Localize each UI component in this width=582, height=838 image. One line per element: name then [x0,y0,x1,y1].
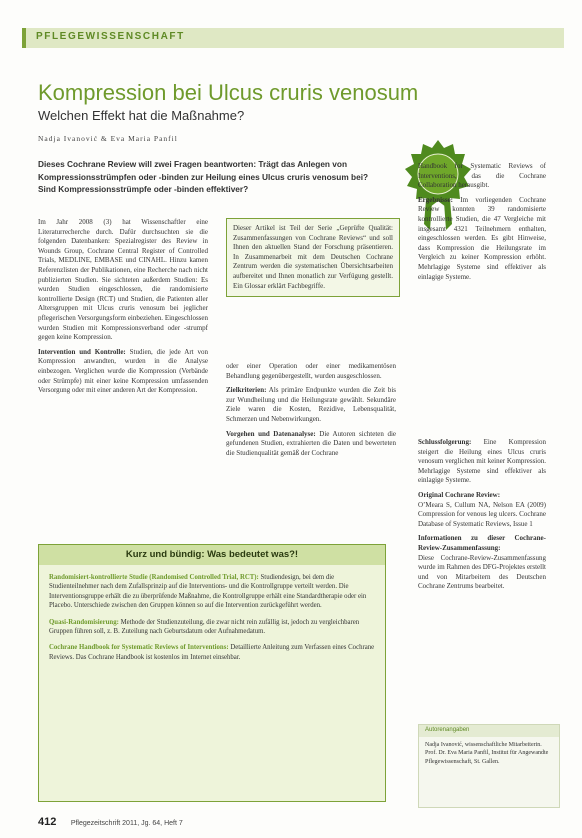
glossary-definition: Studiendesign, bei dem die Studienteilnehmer nach dem Zufallsprinzip auf die Interventions- und die Kontrollgruppe verteilt werden. Die Interventionsgruppe erhält die zu überprüfende Maßnahme, die Kontrollgruppe erhält eine Standardtherapie oder ein Placebo. Unterschiede zwischen den Gruppen können so auf die Intervention zurückgeführt werden. [49,574,367,610]
journal-source: Pflegezeitschrift 2011, Jg. 64, Heft 7 [70,820,183,827]
col3-info-text: Diese Cochrane-Review-Zusammenfassung wurde im Rahmen des DFG-Projektes erstellt und von Mitarbeitern des Deutschen Cochrane Zentrums bearbeitet. [418,553,546,591]
author-info-body: Nadja Ivanović, wissenschaftliche Mitarbeiterin. Prof. Dr. Eva Maria Panfil, Institut für Angewandte Pflegewissenschaft, St. Gallen. [425,742,549,765]
col1-heading: Intervention und Kontrolle: [38,347,126,356]
glossary-entry [49,573,375,611]
author-info-header [419,725,559,737]
glossary-box [38,544,386,802]
col3-paragraph: Handbook for Systematic Reviews of Interventions, das die Cochrane Collaboration herausgibt. [418,162,546,190]
col1-paragraph: Im Jahr 2008 (3) hat Wissenschaftler eine Literaturrecherche durch. Dafür durchsuchten sie die folgenden Datenbanken: Spezialregister des Review in Wounds Group, Cochrane Central Register of Controlled Trials, MEDLINE, EMBASE und CINAHL. Hinzu kamen Referenzlisten der Publikationen, eine Recherche nach nicht publizierten Studien. Sie sichteten außerdem Studien: Es wurden Studien eingeschlossen, die randomisierte kontrollierte Design (RCT) und Studien, die Patienten aller Altersgruppen mit Ulcus cruris venosum bei jeglicher pflegerischen Versorgungsform einbeziehen. Eingeschlossen wurden Studien mit Kompressionsverband oder -strumpf gegen keine Kompression. [38,218,208,342]
col2-paragraph: oder einer Operation oder einer medikamentösen Behandlung gegenübergestellt, wurden ausgeschlossen. [226,362,396,380]
glossary-entry [49,643,375,662]
glossary-definition: Methode der Studienzuteilung, die zwar nicht rein zufällig ist, jedoch zu vergleichbaren Gruppen führen soll, z. B. Zuteilung nach Geburtsdatum oder Aufnahmedatum. [49,618,360,636]
col2-outcomes-text: Als primäre Endpunkte wurden die Zeit bis zur Wundheilung und die Heilungsrate gewählt. Sekundäre Ziele waren die Kosten, Rezidive, Lebensqualität, Schmerzen und Nebenwirkungen. [226,386,396,423]
col2-section-outcomes [226,386,396,424]
section-label: PFLEGEWISSENSCHAFT [36,31,185,42]
col3-results-text: Im vorliegenden Cochrane Review konnten 39 randomisierte kontrollierte Studien, die 47 Vergleiche mit insgesamt 4321 Teilnehmern enthalten, eingeschlossen werden. Es gibt Hinweise, dass Kompression die Heilungsrate im Vergleich zu keiner Kompression erhöht. Mehrlagige Systeme sind effektiver als einlagige Systeme. [418,195,547,281]
col3-section-info [418,534,546,592]
article-subtitle: Welchen Effekt hat die Maßnahme? [38,108,245,123]
col3-original-text: O’Meara S, Cullum NA, Nelson EA (2009) Compression for venous leg ulcers. Cochrane Database of Systematic Reviews, Issue 1 [418,500,546,528]
col3-conclusion-text: Eine Kompression steigert die Heilung eines Ulcus cruris venosum verglichen mit keiner Kompression. Mehrlagige Systeme sind effektiver als einlagige Systeme. [418,438,546,485]
col3-heading-info: Informationen zu dieser Cochrane-Review-Zusammenfassung: [418,534,546,552]
glossary-definition: Detaillierte Anleitung zum Verfassen eines Cochrane Reviews. Das Cochrane Handbook ist kostenlos im Internet einsehbar. [49,644,375,661]
col1-section-text: Studien, die jede Art von Kompression anwandten, wurden in die Analyse einbezogen. Verglichen wurde die Kompression (Verbände oder Strümpfe) mit einer keine Kompression umfassenden Versorgung oder mit einer anderen Art der Kompression. [38,347,208,395]
col3-heading-conclusion: Schlussfolgerung: [418,438,472,446]
glossary-term: Randomisiert-kontrollierte Studie (Randomised Controlled Trial, RCT): [49,574,259,581]
article-title: Kompression bei Ulcus cruris venosum [38,80,419,105]
lead-paragraph: Dieses Cochrane Review will zwei Fragen beantworten: Trägt das Anlegen von Kompressionsstrümpfen oder -binden zur Heilung eines Ulcus cruris venosum bei? Sind Kompressionsstrümpfe oder -binden effektiver? [38,159,369,194]
column-3 [418,162,546,287]
glossary-header [39,545,385,565]
page-footer [38,812,183,830]
col2-methods-text: Die Autoren sichteten die gefundenen Studien, extrahierten die Daten und bewerteten die Studienqualität gemäß der Cochrane [226,429,397,457]
col3-section-original [418,491,546,529]
page-number: 412 [38,816,57,828]
glossary-term: Quasi-Randomisierung: [49,618,119,626]
col2-heading-outcomes: Zielkriterien: [226,386,267,395]
column-3-lower [418,438,546,597]
col2-section-methods [226,430,396,459]
glossary-entry [49,618,375,637]
glossary-term: Cochrane Handbook for Systematic Reviews of Interventions: [49,644,229,652]
author-info-box [418,724,560,808]
glossary-heading: Kurz und bündig: Was bedeutet was?! [125,549,299,560]
col3-heading-results: Ergebnisse: [418,195,453,204]
authors: Nadja Ivanović & Eva Maria Panfil [38,134,178,143]
series-info-box: Dieser Artikel ist Teil der Serie „Geprüfte Qualität: Zusammenfassungen von Cochrane Reviews“ und soll Ihnen den aktuellen Stand der Forschung präsentieren. In Zusammenarbeit mit dem Deutschen Cochrane Zentrum werden die systematischen Übersichtsarbeiten aufbereitet und Ihnen monatlich zur Verfügung gestellt. Ein Glossar erklärt Fachbegriffe. [226,218,400,297]
author-info-heading: Autorenangaben [425,727,470,733]
column-1 [38,218,208,401]
col3-section-conclusion [418,438,546,486]
col2-heading-methods: Vorgehen und Datenanalyse: [226,429,316,438]
column-2 [226,362,396,463]
col3-heading-original: Original Cochrane Review: [418,490,501,499]
col1-section [38,348,208,396]
glossary-body [49,573,375,669]
section-band [22,28,564,48]
col3-section-results [418,196,546,282]
